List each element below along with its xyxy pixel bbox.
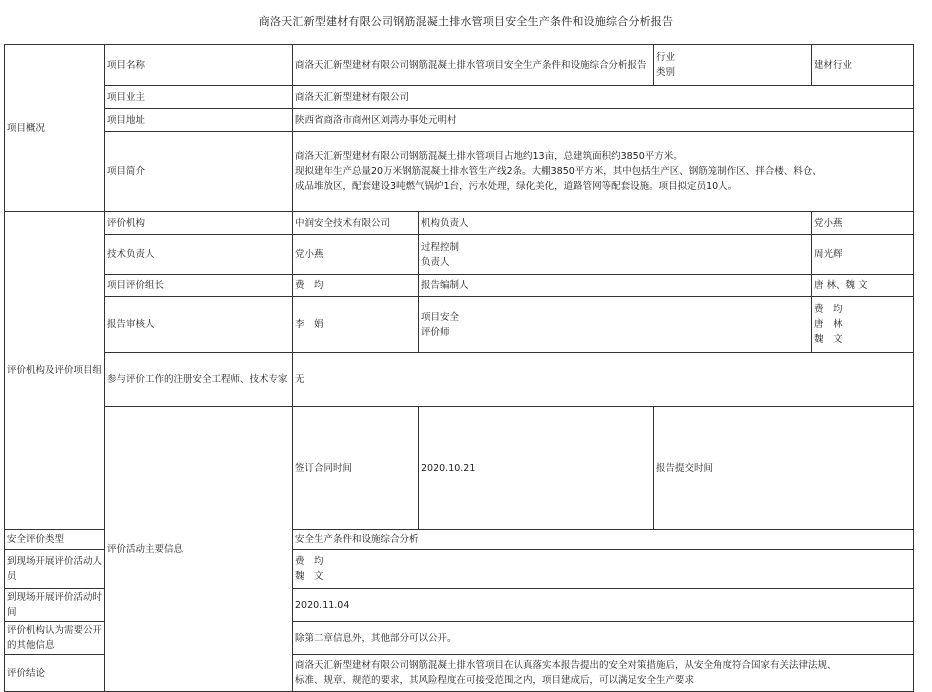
value-project-name: 商洛天汇新型建材有限公司钢筋混凝土排水管项目安全生产条件和设施综合分析报告 — [293, 45, 654, 86]
label-tech-head: 技术负责人 — [105, 235, 293, 275]
value-project-owner: 商洛天汇新型建材有限公司 — [293, 86, 914, 109]
label-safety-evaluator — [419, 297, 812, 353]
conclusion-line: 商洛天汇新型建材有限公司钢筋混凝土排水管项目在认真落实本报告提出的安全对策措施后，从安全角度符合国家有关法律法规、 — [295, 660, 837, 671]
staff-name: 魏 文 — [295, 571, 324, 582]
label-process-head — [419, 235, 812, 275]
label-public-info: 评价机构认为需要公开的其他信息 — [5, 622, 105, 655]
value-project-intro — [293, 132, 914, 212]
value-tech-head: 党小燕 — [293, 235, 419, 275]
row-project-intro — [5, 132, 914, 212]
label-industry-line2: 类别 — [656, 67, 676, 78]
value-process-head: 周光辉 — [812, 235, 914, 275]
label-conclusion: 评价结论 — [5, 655, 105, 692]
value-site-date: 2020.11.04 — [293, 589, 914, 622]
label-project-name: 项目名称 — [105, 45, 293, 86]
value-conclusion — [293, 655, 914, 692]
row-project-name — [5, 45, 914, 86]
value-site-staff — [293, 550, 914, 589]
row-tech-head — [5, 235, 914, 275]
section-eval-activities: 评价活动主要信息 — [105, 407, 293, 692]
intro-line: 成品堆放区，配套建设3吨燃气锅炉1台，污水处理，绿化美化，道路管网等配套设施。项目拟定员10人。 — [295, 181, 738, 192]
label-process-line1: 过程控制 — [421, 241, 460, 253]
row-project-owner — [5, 86, 914, 109]
document-title: 商洛天汇新型建材有限公司钢筋混凝土排水管项目安全生产条件和设施综合分析报告 — [258, 15, 674, 28]
value-safety-evaluators — [812, 297, 914, 353]
label-site-date: 到现场开展评价活动时间 — [5, 589, 105, 622]
value-report-writer: 唐 林、魏 文 — [812, 275, 914, 297]
value-project-address: 陕西省商洛市商州区刘湾办事处元明村 — [293, 109, 914, 132]
label-project-intro: 项目简介 — [105, 132, 293, 212]
value-eval-type: 安全生产条件和设施综合分析 — [293, 530, 914, 550]
section-evaluators: 评价机构及评价项目组 — [5, 212, 105, 530]
label-industry-line1: 行业 — [656, 52, 676, 63]
evaluator-name: 魏 文 — [814, 334, 843, 345]
staff-name: 费 均 — [295, 556, 324, 567]
label-eval-leader: 项目评价组长 — [105, 275, 293, 297]
label-safety-line1: 项目安全 — [421, 311, 460, 323]
row-experts — [5, 353, 914, 407]
intro-line: 现拟建年生产总量20万米钢筋混凝土排水管生产线2条。大棚3850平方米，其中包括生产区、钢筋笼制作区、拌合楼、料仓、 — [295, 166, 822, 177]
conclusion-line: 标准、规章、规范的要求，其风险程度在可接受范围之内，项目建成后，可以满足安全生产要求 — [295, 675, 695, 686]
section-project-overview: 项目概况 — [5, 45, 105, 212]
label-experts: 参与评价工作的注册安全工程师、技术专家 — [105, 353, 293, 407]
row-project-address — [5, 109, 914, 132]
label-contract-date: 签订合同时间 — [293, 407, 419, 530]
value-eval-leader: 费 均 — [293, 275, 419, 297]
value-contract-date: 2020.10.21 — [419, 407, 654, 530]
value-experts: 无 — [293, 353, 914, 407]
value-eval-org: 中润安全技术有限公司 — [293, 212, 419, 235]
label-project-owner: 项目业主 — [105, 86, 293, 109]
row-contract-date — [5, 407, 914, 530]
evaluator-name: 唐 林 — [814, 319, 843, 330]
label-safety-line2: 评价师 — [421, 326, 450, 338]
value-reviewer: 李 娟 — [293, 297, 419, 353]
label-eval-org: 评价机构 — [105, 212, 293, 235]
row-eval-leader — [5, 275, 914, 297]
label-submit-date: 报告提交时间 — [654, 407, 914, 530]
label-eval-type: 安全评价类型 — [5, 530, 105, 550]
value-org-head: 党小燕 — [812, 212, 914, 235]
label-reviewer: 报告审核人 — [105, 297, 293, 353]
value-public-info: 除第二章信息外，其他部分可以公开。 — [293, 622, 914, 655]
row-reviewer — [5, 297, 914, 353]
label-site-staff: 到现场开展评价活动人员 — [5, 550, 105, 589]
report-table — [4, 44, 914, 692]
label-industry-category — [654, 45, 812, 86]
evaluator-name: 费 均 — [814, 304, 843, 315]
label-report-writer: 报告编制人 — [419, 275, 812, 297]
value-industry-category: 建材行业 — [812, 45, 914, 86]
label-org-head: 机构负责人 — [419, 212, 812, 235]
label-project-address: 项目地址 — [105, 109, 293, 132]
row-eval-org — [5, 212, 914, 235]
label-process-line2: 负责人 — [421, 256, 450, 268]
intro-line: 商洛天汇新型建材有限公司钢筋混凝土排水管项目占地约13亩，总建筑面积约3850平方米。 — [295, 151, 683, 162]
